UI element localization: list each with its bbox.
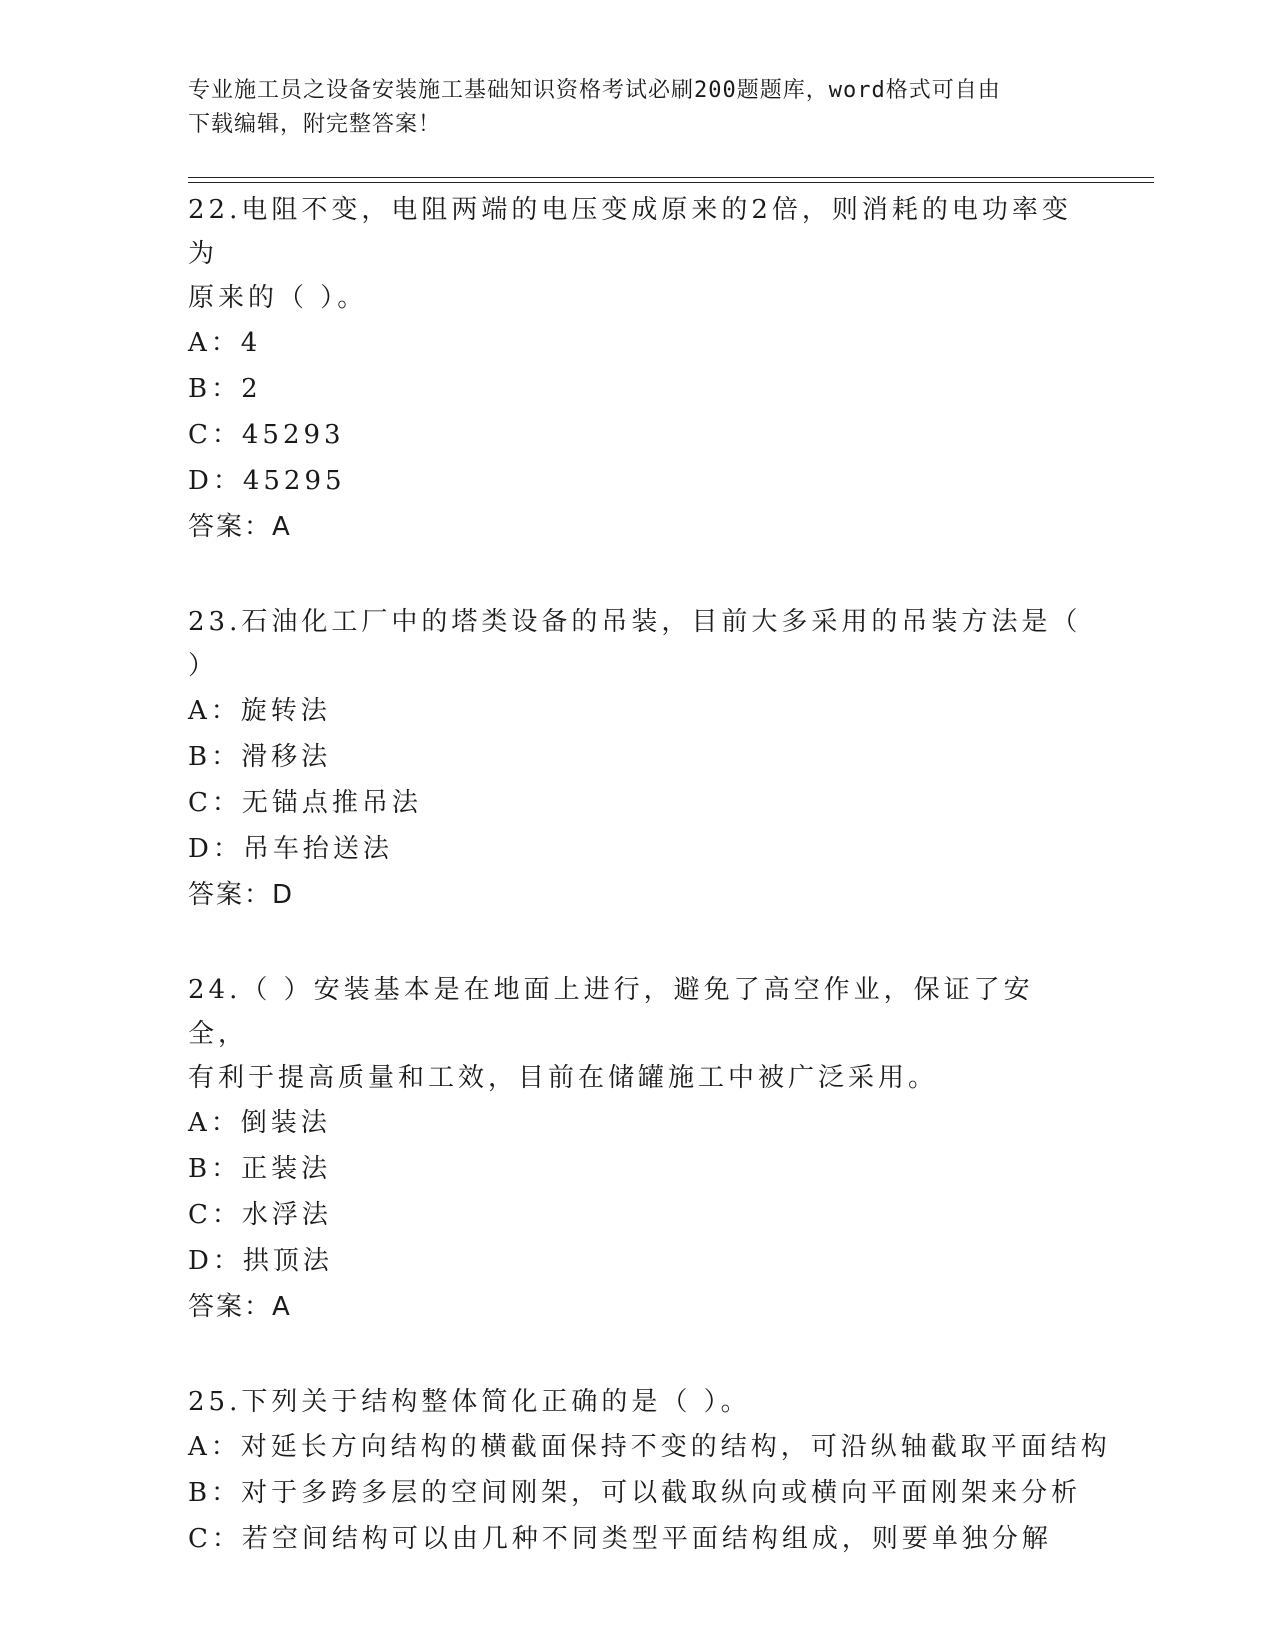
option-a: A：对延长方向结构的横截面保持不变的结构，可沿纵轴截取平面结构 (188, 1432, 1111, 1462)
question-text-line: 有利于提高质量和工效，目前在储罐施工中被广泛采用。 (188, 1063, 939, 1093)
question-text-line: 原来的（ ）。 (188, 283, 368, 313)
option-c: C：若空间结构可以由几种不同类型平面结构组成，则要单独分解 (188, 1524, 1052, 1554)
header-line-2: 下载编辑，附完整答案！ (188, 112, 442, 137)
question-25 (188, 1380, 1111, 1562)
question-text-line: 23.石油化工厂中的塔类设备的吊装，目前大多采用的吊装方法是（ (188, 607, 1082, 637)
option-d: D：吊车抬送法 (188, 834, 393, 864)
option-b: B：对于多跨多层的空间刚架，可以截取纵向或横向平面刚架来分析 (188, 1478, 1082, 1508)
answer: 答案：D (188, 880, 295, 910)
option-d: D：拱顶法 (188, 1246, 333, 1276)
question-text (188, 968, 1088, 1100)
question-text-line: 25.下列关于结构整体简化正确的是（ ）。 (188, 1387, 751, 1417)
question-text-line: 24.（ ）安装基本是在地面上进行，避免了高空作业，保证了安全， (188, 975, 1034, 1049)
question-text-line: ） (188, 651, 219, 681)
option-c: C：无锚点推吊法 (188, 788, 422, 818)
header-line-1: 专业施工员之设备安装施工基础知识资格考试必刷200题题库，word格式可自由 (188, 78, 1001, 103)
option-b: B：正装法 (188, 1154, 332, 1184)
document-header (188, 74, 1068, 142)
option-a: A：倒装法 (188, 1108, 331, 1138)
answer: 答案：A (188, 512, 292, 542)
option-c: C：45293 (188, 420, 345, 450)
question-list (188, 188, 1111, 1612)
header-divider-bottom (188, 182, 1154, 183)
question-22 (188, 188, 1088, 550)
question-text (188, 1380, 1088, 1424)
question-text (188, 600, 1088, 688)
question-text-line: 22.电阻不变，电阻两端的电压变成原来的2倍，则消耗的电功率变为 (188, 195, 1072, 269)
option-a: A：4 (188, 328, 262, 358)
question-text (188, 188, 1088, 320)
question-24 (188, 968, 1088, 1330)
answer: 答案：A (188, 1292, 292, 1322)
option-d: D：45295 (188, 466, 346, 496)
header-divider-top (188, 177, 1154, 178)
option-b: B：2 (188, 374, 262, 404)
option-c: C：水浮法 (188, 1200, 332, 1230)
question-23 (188, 600, 1088, 918)
option-a: A：旋转法 (188, 696, 331, 726)
option-b: B：滑移法 (188, 742, 332, 772)
